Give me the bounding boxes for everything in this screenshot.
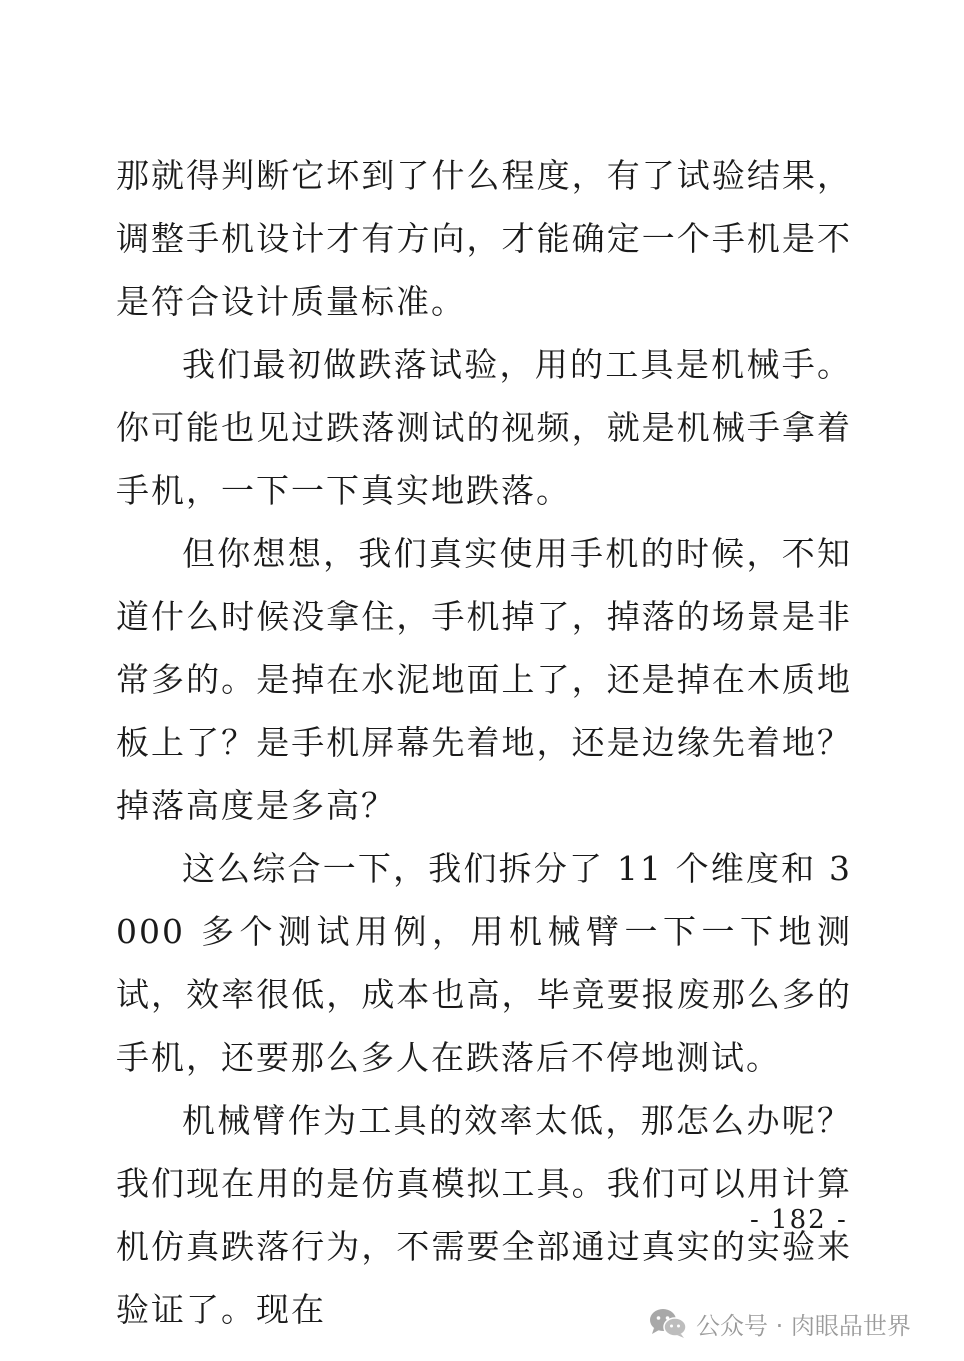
watermark-text: 公众号 · 肉眼品世界 <box>696 1311 911 1340</box>
watermark <box>648 1303 911 1343</box>
body-text <box>116 144 852 1341</box>
paragraph-1: 那就得判断它坏到了什么程度，有了试验结果，调整手机设计才有方向，才能确定一个手机是不是符合设计质量标准。 <box>116 156 852 321</box>
paragraph-3: 但你想想，我们真实使用手机的时候，不知道什么时候没拿住，手机掉了，掉落的场景是非常多的。是掉在水泥地面上了，还是掉在木质地板上了？是手机屏幕先着地，还是边缘先着地？掉落高度是多高？ <box>116 534 852 825</box>
paragraph-5: 机械臂作为工具的效率太低，那怎么办呢？我们现在用的是仿真模拟工具。我们可以用计算机仿真跌落行为，不需要全部通过真实的实验来验证了。现在 <box>116 1101 852 1329</box>
page-number: - 182 - <box>750 1205 848 1235</box>
paragraph-4: 这么综合一下，我们拆分了 11 个维度和 3000 多个测试用例，用机械臂一下一下地测试，效率很低，成本也高，毕竟要报废那么多的手机，还要那么多人在跌落后不停地测试。 <box>116 849 852 1077</box>
wechat-icon <box>648 1307 688 1339</box>
paragraph-2: 我们最初做跌落试验，用的工具是机械手。你可能也见过跌落测试的视频，就是机械手拿着手机，一下一下真实地跌落。 <box>116 345 852 510</box>
